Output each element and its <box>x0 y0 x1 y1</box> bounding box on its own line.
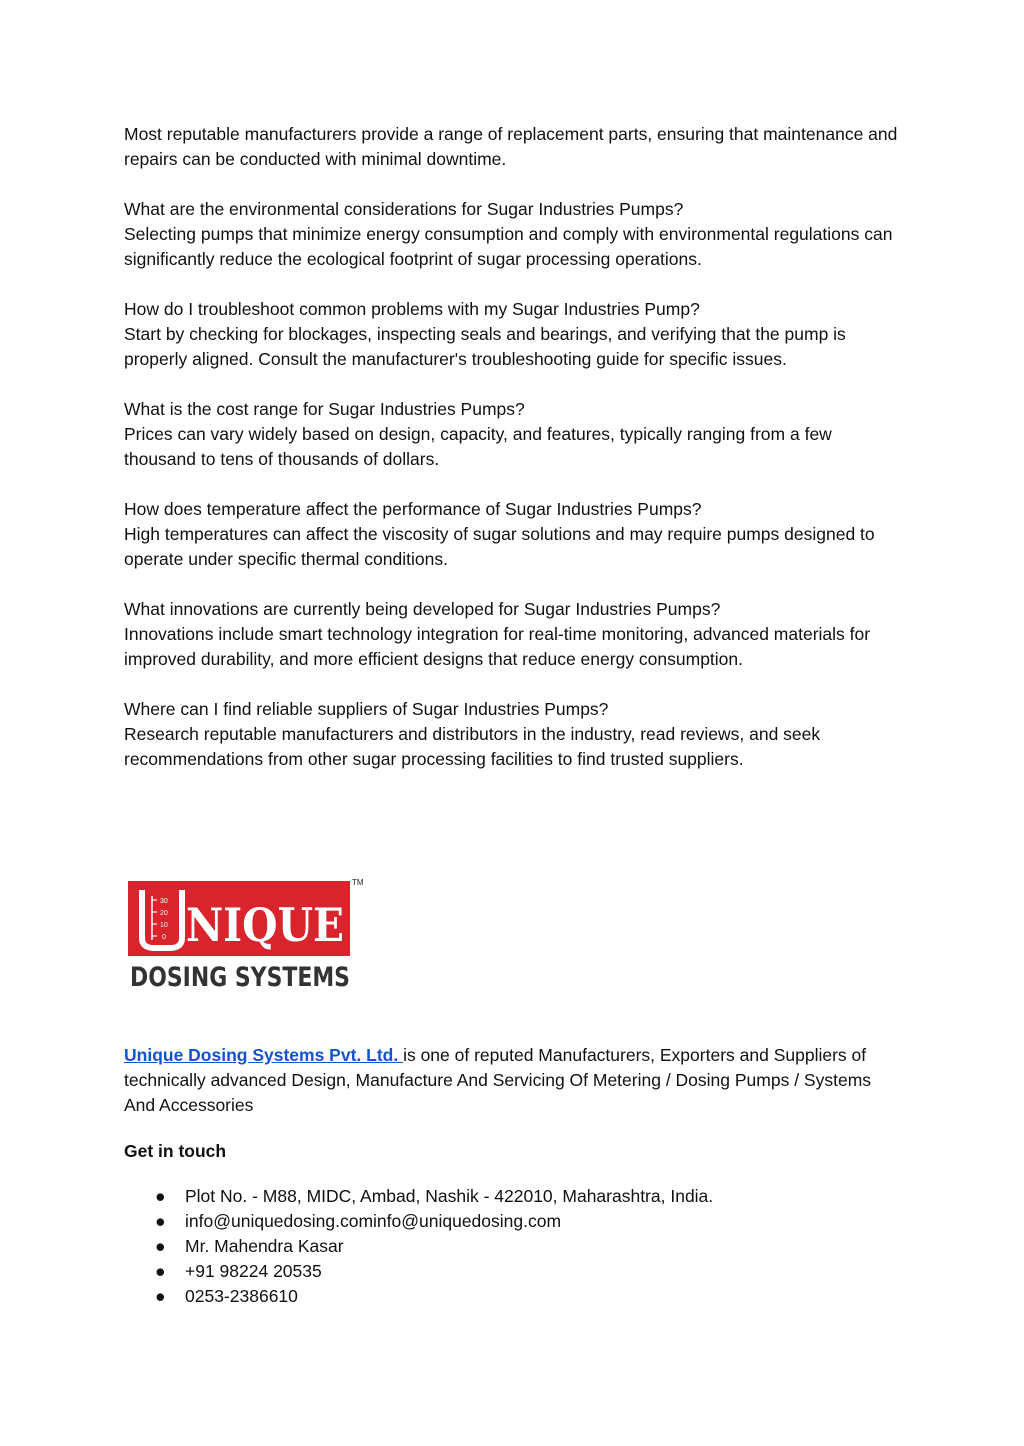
faq-item <box>124 697 904 772</box>
list-item <box>124 1259 713 1284</box>
faq-item <box>124 397 904 472</box>
contact-person: Mr. Mahendra Kasar <box>185 1236 344 1256</box>
company-description <box>124 1043 904 1118</box>
bullet-icon: ● <box>155 1261 166 1281</box>
contact-heading: Get in touch <box>124 1141 227 1161</box>
bullet-icon: ● <box>155 1286 166 1306</box>
faq-question: What is the cost range for Sugar Industries Pumps? <box>124 399 525 419</box>
faq-answer: Selecting pumps that minimize energy consumption and comply with environmental regulations can significantly reduce the ecological footprint of sugar processing operations. <box>124 224 893 269</box>
contact-email: info@uniquedosing.cominfo@uniquedosing.com <box>185 1211 562 1231</box>
company-logo <box>124 876 370 994</box>
faq-item <box>124 197 904 272</box>
bullet-icon: ● <box>155 1211 166 1231</box>
scale-mark: 20 <box>160 910 168 917</box>
scale-mark: 0 <box>162 934 166 941</box>
faq-item <box>124 297 904 372</box>
faq-item <box>124 597 904 672</box>
contact-address: Plot No. - M88, MIDC, Ambad, Nashik - 422010, Maharashtra, India. <box>185 1186 714 1206</box>
logo-graphic <box>124 876 370 994</box>
company-description-text: is one of reputed Manufacturers, Exporters and Suppliers of technically advanced Design, Manufacture And Servicing Of Metering / Dosing Pumps / Systems And Accessories <box>124 1045 872 1115</box>
faq-answer: Research reputable manufacturers and distributors in the industry, read reviews, and seek recommendations from other sugar processing facilities to find trusted suppliers. <box>124 724 821 769</box>
scale-mark: 10 <box>160 922 168 929</box>
company-link[interactable]: Unique Dosing Systems Pvt. Ltd. <box>124 1045 404 1065</box>
document-body <box>124 122 904 797</box>
faq-question: What are the environmental considerations for Sugar Industries Pumps? <box>124 199 684 219</box>
logo-brand-word: NIQUE <box>186 898 344 952</box>
scale-mark: 30 <box>160 898 168 905</box>
list-item <box>124 1234 713 1259</box>
faq-answer: High temperatures can affect the viscosity of sugar solutions and may require pumps designed to operate under specific thermal conditions. <box>124 524 875 569</box>
bullet-icon: ● <box>155 1236 166 1256</box>
list-item <box>124 1184 713 1209</box>
faq-question: Where can I find reliable suppliers of Sugar Industries Pumps? <box>124 699 609 719</box>
trademark-mark: TM <box>352 878 364 887</box>
faq-answer: Prices can vary widely based on design, capacity, and features, typically ranging from a few thousand to tens of thousands of dollars. <box>124 424 832 469</box>
faq-answer: Innovations include smart technology integration for real-time monitoring, advanced materials for improved durability, and more efficient designs that reduce energy consumption. <box>124 624 871 669</box>
list-item <box>124 1284 713 1309</box>
logo-tagline: DOSING SYSTEMS <box>130 962 350 993</box>
list-item <box>124 1209 713 1234</box>
intro-paragraph: Most reputable manufacturers provide a range of replacement parts, ensuring that maintenance and repairs can be conducted with minimal downtime. <box>124 124 898 169</box>
contact-phone: 0253-2386610 <box>185 1286 298 1306</box>
faq-answer: Start by checking for blockages, inspecting seals and bearings, and verifying that the pump is properly aligned. Consult the manufacturer's troubleshooting guide for specific issues. <box>124 324 846 369</box>
faq-item <box>124 497 904 572</box>
contact-mobile: +91 98224 20535 <box>185 1261 322 1281</box>
faq-question: What innovations are currently being developed for Sugar Industries Pumps? <box>124 599 721 619</box>
contact-list <box>124 1184 713 1309</box>
faq-question: How does temperature affect the performance of Sugar Industries Pumps? <box>124 499 702 519</box>
bullet-icon: ● <box>155 1186 166 1206</box>
faq-question: How do I troubleshoot common problems with my Sugar Industries Pump? <box>124 299 700 319</box>
